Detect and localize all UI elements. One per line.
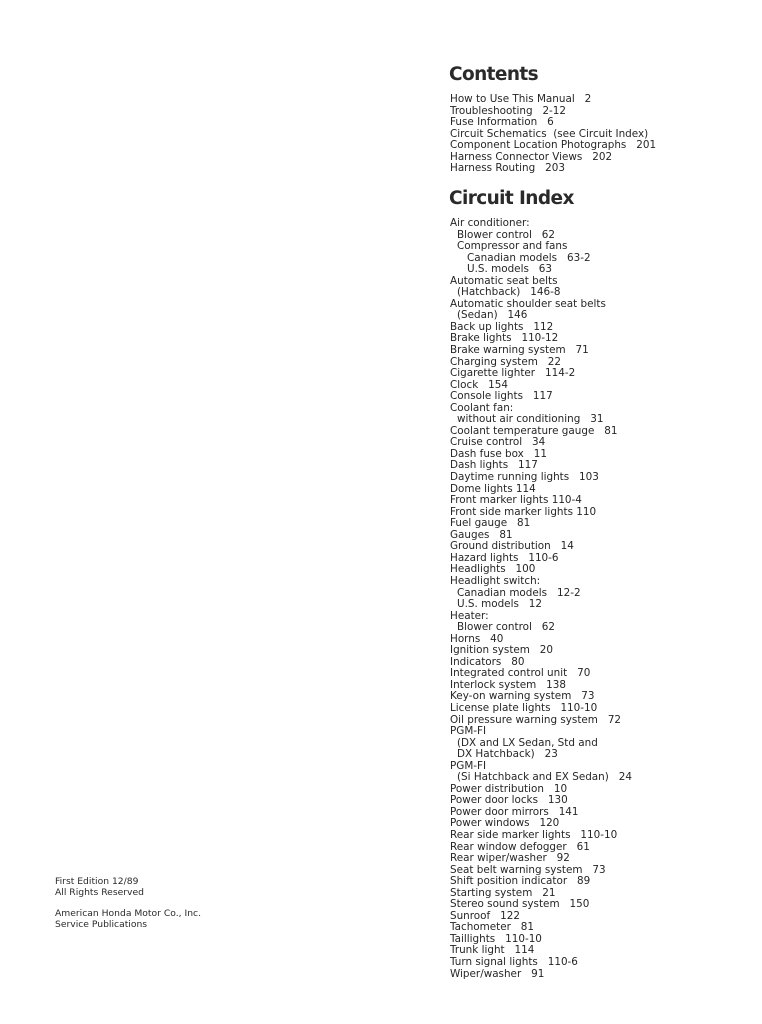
index-entry: without air conditioning 31: [457, 413, 604, 426]
index-entry: Console lights 117: [450, 390, 553, 403]
index-entry: Gauges 81: [450, 528, 513, 541]
index-entry: Tachometer 81: [450, 921, 535, 934]
index-entry: (Hatchback) 146-8: [457, 286, 561, 299]
index-entry: Automatic shoulder seat belts: [450, 297, 606, 310]
contents-item: How to Use This Manual 2: [450, 93, 592, 105]
index-entry: Coolant fan:: [450, 401, 514, 414]
index-entry: Coolant temperature gauge 81: [450, 424, 618, 437]
index-entry: Dash fuse box 11: [450, 447, 547, 460]
company-text: American Honda Motor Co., Inc.: [55, 908, 201, 919]
index-entry: Cruise control 34: [450, 436, 546, 449]
index-entry: (Si Hatchback and EX Sedan) 24: [457, 771, 632, 784]
index-entry: Rear side marker lights 110-10: [450, 828, 618, 841]
contents-item: Harness Connector Views 202: [450, 150, 613, 163]
index-entry: Integrated control unit 70: [450, 667, 591, 680]
index-entry: Taillights 110-10: [450, 932, 542, 945]
contents-item: Circuit Schematics (see Circuit Index): [450, 127, 649, 140]
index-entry: Power door mirrors 141: [450, 805, 579, 818]
index-entry: Brake lights 110-12: [450, 332, 559, 345]
index-entry: Wiper/washer 91: [450, 967, 545, 980]
index-entry: Clock 154: [450, 378, 508, 391]
index-entry: Automatic seat belts: [450, 274, 558, 287]
circuit-index-heading: Circuit Index: [449, 188, 574, 209]
index-entry: (Sedan) 146: [457, 309, 528, 322]
index-entry: Cigarette lighter 114-2: [450, 367, 576, 380]
index-entry: PGM-FI: [450, 725, 487, 738]
edition-block: [55, 876, 144, 898]
contents-item: Troubleshooting 2-12: [450, 104, 567, 117]
index-entry: Sunroof 122: [450, 909, 520, 922]
index-entry: Starting system 21: [450, 886, 556, 899]
index-entry: Brake warning system 71: [450, 344, 589, 357]
index-entry: Compressor and fans: [457, 240, 568, 253]
index-entry: Blower control 62: [457, 228, 555, 241]
edition-text: First Edition 12/89: [55, 876, 139, 887]
index-entry: Headlight switch:: [450, 574, 541, 587]
index-entry: Rear window defogger 61: [450, 840, 590, 853]
index-entry: Daytime running lights 103: [450, 471, 599, 484]
index-entry: Heater:: [450, 609, 489, 622]
index-entry: Stereo sound system 150: [450, 898, 590, 911]
index-entry: Ground distribution 14: [450, 540, 574, 553]
publisher-block: [55, 908, 201, 930]
index-entry: Canadian models 12-2: [457, 586, 581, 599]
rights-text: All Rights Reserved: [55, 887, 144, 898]
index-entry: Headlights 100: [450, 563, 536, 576]
index-entry: Ignition system 20: [450, 644, 554, 657]
index-entry: Key-on warning system 73: [450, 690, 595, 703]
index-entry: Power windows 120: [450, 817, 560, 830]
index-entry: Back up lights 112: [450, 320, 554, 333]
circuit-index-list: [450, 218, 632, 980]
index-entry: Power door locks 130: [450, 794, 568, 807]
index-entry: Dash lights 117: [450, 459, 538, 472]
index-entry: U.S. models 12: [457, 598, 543, 611]
index-entry: Horns 40: [450, 632, 504, 645]
index-entry: Indicators 80: [450, 655, 525, 668]
index-entry: Air conditioner:: [450, 217, 530, 229]
index-entry: Rear wiper/washer 92: [450, 852, 570, 865]
contents-heading: Contents: [449, 64, 539, 85]
index-entry: License plate lights 110-10: [450, 701, 598, 714]
index-entry: PGM-FI: [450, 759, 487, 772]
index-entry: Trunk light 114: [450, 944, 535, 957]
index-entry: Hazard lights 110-6: [450, 551, 559, 564]
contents-item: Component Location Photographs 201: [450, 139, 657, 152]
contents-list: [450, 94, 656, 175]
index-entry: Turn signal lights 110-6: [450, 956, 578, 968]
index-entry: Front side marker lights 110: [450, 505, 597, 518]
index-entry: Power distribution 10: [450, 782, 568, 795]
index-entry: Seat belt warning system 73: [450, 863, 606, 876]
index-entry: Interlock system 138: [450, 678, 566, 691]
index-entry: Blower control 62: [457, 621, 555, 634]
index-entry: Fuel gauge 81: [450, 517, 531, 530]
contents-item: Harness Routing 203: [450, 162, 565, 175]
index-entry: Charging system 22: [450, 355, 561, 368]
index-entry: Dome lights 114: [450, 482, 536, 495]
index-entry: U.S. models 63: [467, 263, 553, 276]
index-entry: Front marker lights 110-4: [450, 494, 582, 507]
index-entry: Canadian models 63-2: [467, 251, 591, 264]
division-text: Service Publications: [55, 919, 148, 930]
index-entry: Shift position indicator 89: [450, 875, 591, 888]
index-entry: (DX and LX Sedan, Std and: [457, 736, 598, 749]
contents-item: Fuse Information 6: [450, 116, 554, 129]
index-entry: Oil pressure warning system 72: [450, 713, 622, 726]
index-entry: DX Hatchback) 23: [457, 748, 558, 761]
